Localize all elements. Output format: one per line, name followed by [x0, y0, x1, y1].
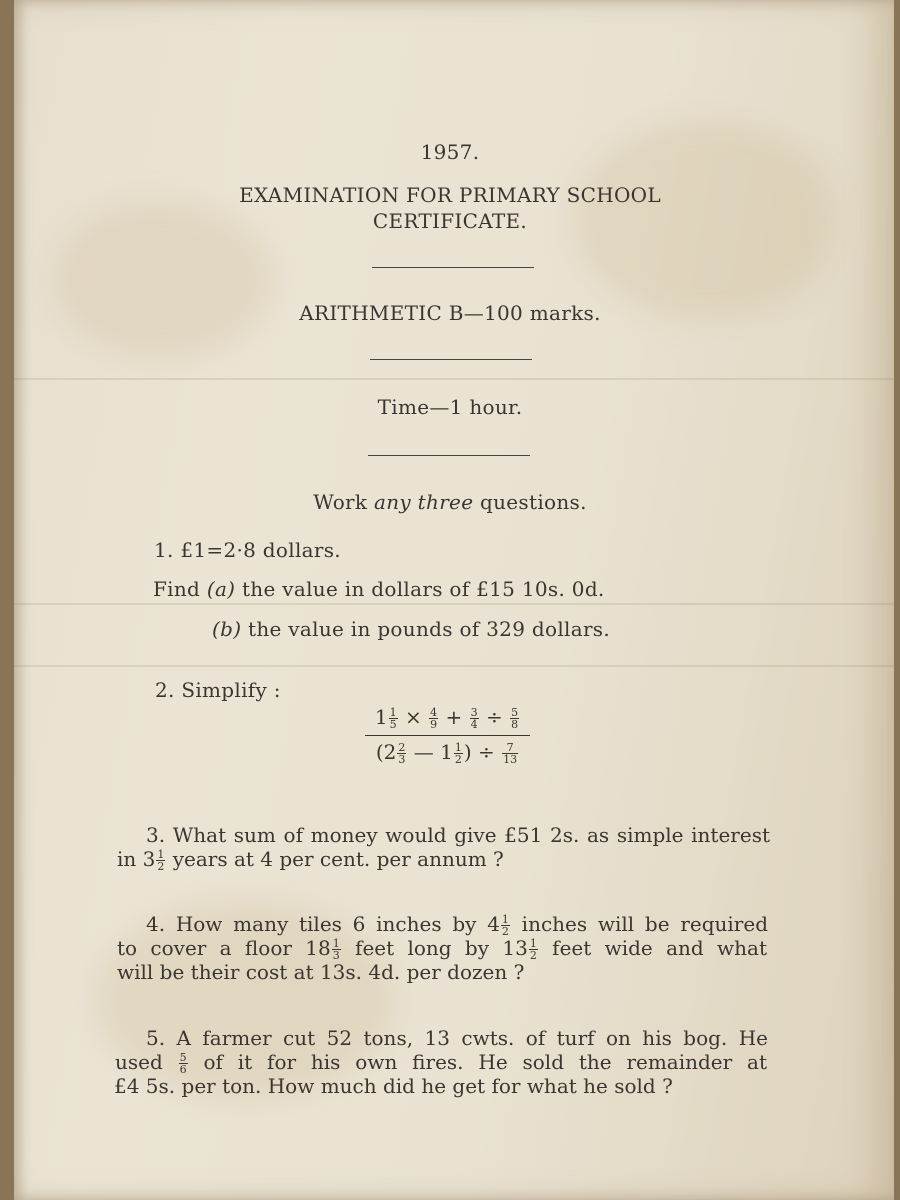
paper-fold — [14, 665, 894, 667]
q3-line1: 3. What sum of money would give £51 2s. as simple interest — [146, 823, 770, 847]
frac-num: 4 — [430, 706, 438, 719]
exam-year: 1957. — [420, 140, 480, 164]
whole-number: 1 — [374, 705, 388, 729]
frac-den: 2 — [454, 753, 462, 766]
q1-line2 — [153, 577, 605, 601]
frac-num: 1 — [157, 848, 165, 861]
frac-num: 2 — [398, 741, 406, 754]
exam-title-line1: EXAMINATION FOR PRIMARY SCHOOL — [239, 183, 661, 207]
frac-den: 13 — [503, 753, 518, 766]
fraction — [470, 707, 479, 730]
divider — [370, 359, 532, 360]
q1-line3 — [212, 617, 610, 641]
fraction — [332, 938, 341, 961]
instruction-text: questions. — [480, 490, 587, 514]
fraction — [429, 707, 438, 730]
q4-line2 — [117, 936, 767, 961]
paper-fold — [14, 378, 894, 380]
frac-num: 7 — [502, 742, 518, 754]
frac-num: 3 — [470, 706, 478, 719]
frac-den: 6 — [179, 1063, 187, 1076]
frac-num: 5 — [511, 706, 519, 719]
fraction — [501, 914, 510, 937]
frac-num: 1 — [454, 741, 462, 754]
divider — [372, 267, 534, 268]
q3-text: years at 4 per cent. per annum ? — [166, 847, 504, 871]
instruction-emphasis: any three — [374, 490, 474, 514]
q3-text: in 3 — [117, 847, 156, 871]
q4-line3: will be their cost at 13s. 4d. per dozen ? — [117, 960, 525, 984]
q4-line1 — [146, 912, 768, 937]
q4-text: feet wide and what — [538, 936, 767, 960]
fraction — [389, 707, 398, 730]
q5-line2 — [115, 1050, 767, 1075]
expr-text: ) ÷ — [463, 740, 502, 764]
fraction — [454, 742, 463, 765]
q1-part-b: (b) — [212, 617, 242, 641]
frac-den: 2 — [529, 949, 537, 962]
frac-num: 1 — [389, 706, 397, 719]
q5-text: used — [115, 1050, 178, 1074]
q1-find: Find — [153, 577, 201, 601]
frac-num: 1 — [529, 937, 537, 950]
q5-line3: £4 5s. per ton. How much did he get for what he sold ? — [114, 1074, 673, 1098]
q1-part-b-text: the value in pounds of 329 dollars. — [247, 617, 611, 641]
frac-den: 9 — [430, 718, 438, 731]
frac-den: 8 — [511, 718, 519, 731]
fraction — [397, 742, 406, 765]
operator: + — [439, 705, 469, 729]
q3-line2 — [117, 847, 777, 872]
operator: × — [398, 705, 429, 729]
instruction-text: Work — [313, 490, 368, 514]
fraction — [156, 849, 165, 872]
exam-time: Time—1 hour. — [377, 395, 523, 419]
q1-part-a: (a) — [206, 577, 236, 601]
frac-num: 5 — [179, 1051, 187, 1064]
q4-text: feet long by 13 — [341, 936, 528, 960]
frac-num: 1 — [332, 937, 340, 950]
frac-den: 2 — [157, 860, 165, 873]
q1-line1: 1. £1=2·8 dollars. — [154, 538, 341, 562]
exam-title-line2: CERTIFICATE. — [372, 209, 528, 233]
q5-text: of it for his own fires. He sold the remainder at — [188, 1050, 768, 1074]
frac-den: 3 — [398, 753, 406, 766]
paper-fold — [14, 603, 894, 605]
fraction — [529, 938, 538, 961]
q2-label: 2. Simplify : — [155, 678, 281, 702]
q4-text: to cover a floor 18 — [117, 936, 331, 960]
q2-expression — [365, 705, 530, 765]
frac-den: 5 — [389, 718, 397, 731]
q4-text: inches will be required — [510, 912, 768, 936]
expr-text: — 1 — [407, 740, 453, 764]
frac-den: 4 — [470, 718, 478, 731]
divider — [368, 455, 530, 456]
exam-instruction — [0, 490, 900, 514]
expr-text: (2 — [375, 740, 397, 764]
operator: ÷ — [479, 705, 510, 729]
fraction — [179, 1052, 188, 1075]
frac-den: 2 — [501, 925, 509, 938]
q2-denominator — [365, 736, 530, 765]
q5-line1: 5. A farmer cut 52 tons, 13 cwts. of turf on his bog. He — [146, 1026, 768, 1050]
frac-den: 3 — [332, 949, 340, 962]
q2-numerator — [365, 705, 530, 736]
fraction — [502, 742, 518, 765]
fraction — [510, 707, 519, 730]
q1-part-a-text: the value in dollars of £15 10s. 0d. — [241, 577, 605, 601]
frac-num: 1 — [501, 913, 509, 926]
exam-subject: ARITHMETIC B—100 marks. — [299, 301, 601, 325]
q4-text: 4. How many tiles 6 inches by 4 — [146, 912, 500, 936]
